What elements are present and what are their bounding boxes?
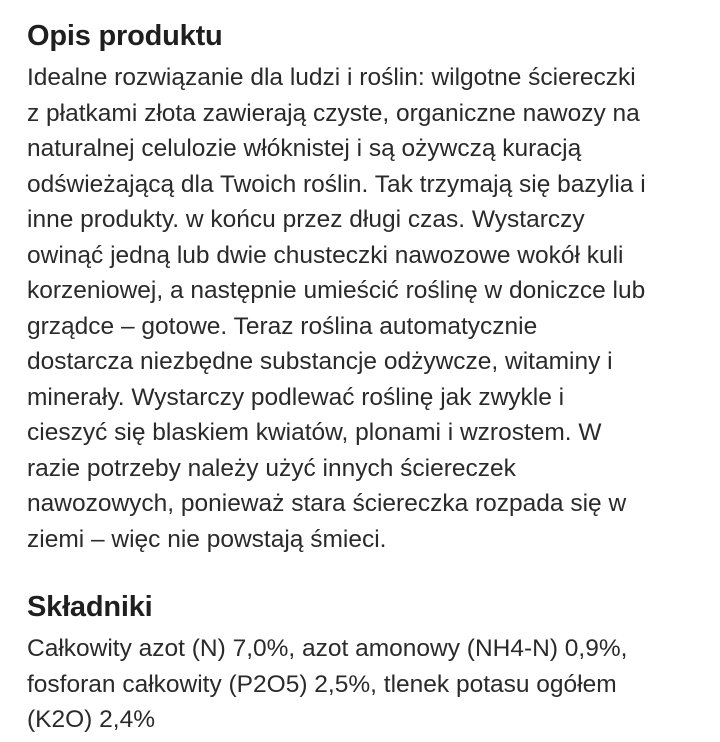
ingredients-line: fosforan całkowity (P2O5) 2,5%, tlenek potasu ogółem — [27, 670, 617, 698]
description-text — [27, 60, 694, 557]
description-line: owinąć jedną lub dwie chusteczki nawozowe wokół kuli — [27, 241, 624, 269]
description-title: Opis produktu — [27, 20, 223, 52]
ingredients-line: (K2O) 2,4% — [27, 706, 155, 733]
description-line: inne produkty. w końcu przez długi czas. Wystarczy — [27, 206, 585, 233]
ingredients-title: Składniki — [27, 591, 153, 623]
description-line: dostarcza niezbędne substancje odżywcze, witaminy i — [27, 348, 613, 375]
description-line: z płatkami złota zawierają czyste, organiczne nawozy na — [27, 99, 640, 127]
description-line: grządce – gotowe. Teraz roślina automatycznie — [27, 312, 538, 340]
description-line: naturalnej celulozie włóknistej i są ożywczą kuracją — [27, 135, 582, 162]
description-line: odświeżającą dla Twoich roślin. Tak trzymają się bazylia i — [27, 170, 646, 198]
description-line: nawozowych, ponieważ stara ściereczka rozpada się w — [27, 490, 627, 517]
ingredients-section — [27, 583, 694, 738]
description-line: cieszyć się blaskiem kwiatów, plonami i wzrostem. W — [27, 419, 602, 446]
description-line: korzeniowej, a następnie umieścić roślinę w doniczce lub — [27, 277, 646, 304]
description-line: razie potrzeby należy użyć innych ściereczek — [27, 454, 516, 482]
description-line: minerały. Wystarczy podlewać roślinę jak zwykle i — [27, 383, 565, 411]
ingredients-line: Całkowity azot (N) 7,0%, azot amonowy (NH4-N) 0,9%, — [27, 635, 628, 662]
description-line: ziemi – więc nie powstają śmieci. — [27, 525, 387, 553]
ingredients-text — [27, 631, 694, 738]
description-section — [27, 12, 694, 557]
description-line: Idealne rozwiązanie dla ludzi i roślin: wilgotne ściereczki — [27, 64, 636, 91]
